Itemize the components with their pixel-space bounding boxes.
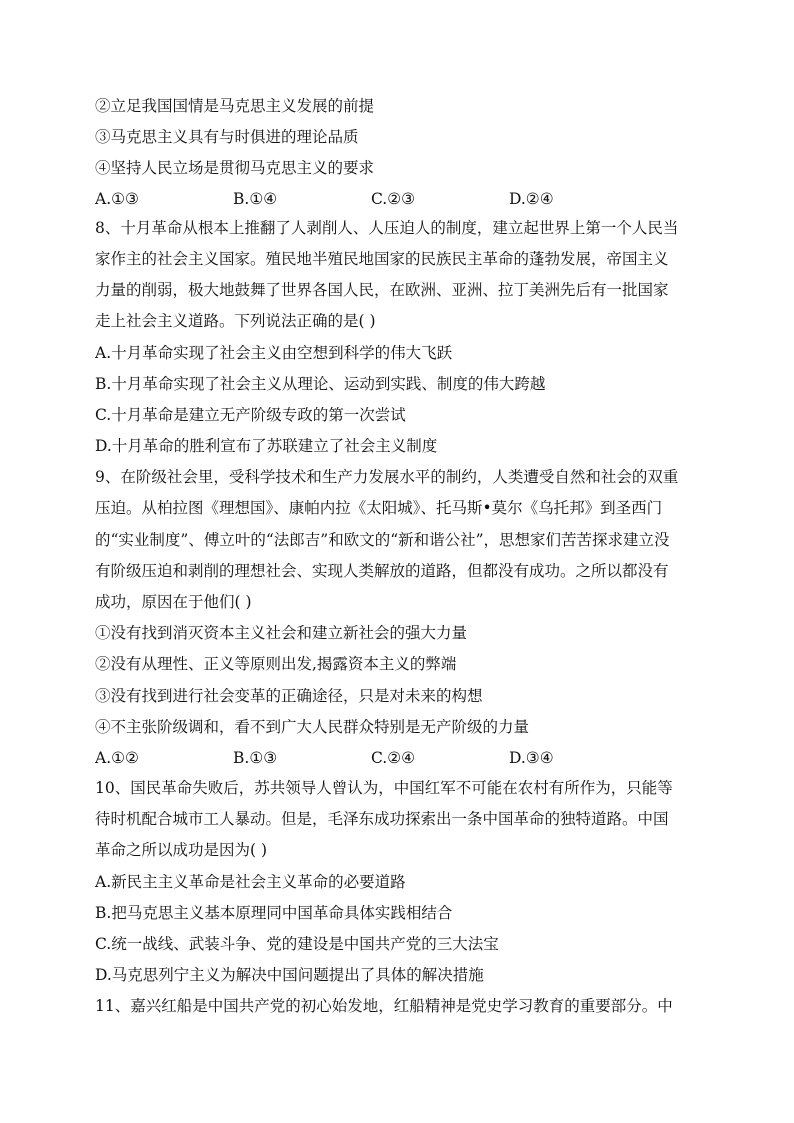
q9-stem-line-3: 的“实业制度”、傅立叶的“法郎吉”和欧文的“新和谐公社”，思想家们苦苦探求建立没: [95, 531, 670, 549]
q8-stem-line-1: 8、十月革命从根本上推翻了人剥削人、人压迫人的制度，建立起世界上第一个人民当: [95, 219, 679, 237]
q7-item-4: ④坚持人民立场是贯彻马克思主义的要求: [95, 159, 375, 177]
q8-option-a: A.十月革命实现了社会主义由空想到科学的伟大飞跃: [95, 344, 453, 362]
q7-item-2: ②立足我国国情是马克思主义发展的前提: [95, 97, 375, 115]
q10-option-b: B.把马克思主义基本原理同中国革命具体实践相结合: [95, 904, 453, 922]
q11-stem-line-1: 11、嘉兴红船是中国共产党的初心始发地，红船精神是党史学习教育的重要部分。中: [95, 997, 673, 1015]
q7-option-a: A.①③: [95, 190, 139, 208]
q9-item-1: ①没有找到消灭资本主义社会和建立新社会的强大力量: [95, 624, 468, 642]
q9-stem-line-2: 压迫。从柏拉图《理想国》、康帕内拉《太阳城》、托马斯•莫尔《乌托邦》到圣西门: [95, 499, 663, 517]
q8-option-c: C.十月革命是建立无产阶级专政的第一次尝试: [95, 406, 406, 424]
q9-stem-line-5: 成功，原因在于他们( ): [95, 593, 252, 611]
q8-option-d: D.十月革命的胜利宣布了苏联建立了社会主义制度: [95, 437, 438, 455]
q9-item-2: ②没有从理性、正义等原则出发,揭露资本主义的弊端: [95, 655, 457, 673]
q9-option-b: B.①③: [233, 749, 278, 767]
q8-stem-line-3: 力量的削弱，极大地鼓舞了世界各国人民，在欧洲、亚洲、拉丁美洲先后有一批国家: [95, 281, 669, 299]
q9-stem-line-1: 9、在阶级社会里，受科学技术和生产力发展水平的制约，人类遭受自然和社会的双重: [95, 468, 679, 486]
q10-stem-line-3: 革命之所以成功是因为( ): [95, 841, 268, 859]
q8-stem-line-2: 家作主的社会主义国家。殖民地半殖民地国家的民族民主革命的蓬勃发展，帝国主义: [95, 250, 669, 268]
q10-option-d: D.马克思列宁主义为解决中国问题提出了具体的解决措施: [95, 966, 484, 984]
q7-options: [95, 189, 715, 209]
q9-item-3: ③没有找到进行社会变革的正确途径，只是对未来的构想: [95, 687, 483, 705]
q7-option-c: C.②③: [371, 190, 416, 208]
q8-stem-line-4: 走上社会主义道路。下列说法正确的是( ): [95, 312, 376, 330]
q10-stem-line-2: 待时机配合城市工人暴动。但是，毛泽东成功探索出一条中国革命的独特道路。中国: [95, 810, 669, 828]
q8-option-b: B.十月革命实现了社会主义从理论、运动到实践、制度的伟大跨越: [95, 375, 546, 393]
q7-option-d: D.②④: [509, 190, 554, 208]
q10-option-a: A.新民主主义革命是社会主义革命的必要道路: [95, 873, 406, 891]
q7-option-b: B.①④: [233, 190, 278, 208]
q9-option-a: A.①②: [95, 749, 139, 767]
q9-option-d: D.③④: [509, 749, 554, 767]
q9-item-4: ④不主张阶级调和，看不到广大人民群众特别是无产阶级的力量: [95, 718, 530, 736]
q9-options: [95, 748, 715, 768]
q9-stem-line-4: 有阶级压迫和剥削的理想社会、实现人类解放的道路，但都没有成功。之所以都没有: [95, 562, 669, 580]
q7-item-3: ③马克思主义具有与时俱进的理论品质: [95, 128, 359, 146]
q10-stem-line-1: 10、国民革命失败后，苏共领导人曾认为，中国红军不可能在农村有所作为，只能等: [95, 779, 673, 797]
q10-option-c: C.统一战线、武装斗争、党的建设是中国共产党的三大法宝: [95, 935, 499, 953]
q9-option-c: C.②④: [371, 749, 416, 767]
